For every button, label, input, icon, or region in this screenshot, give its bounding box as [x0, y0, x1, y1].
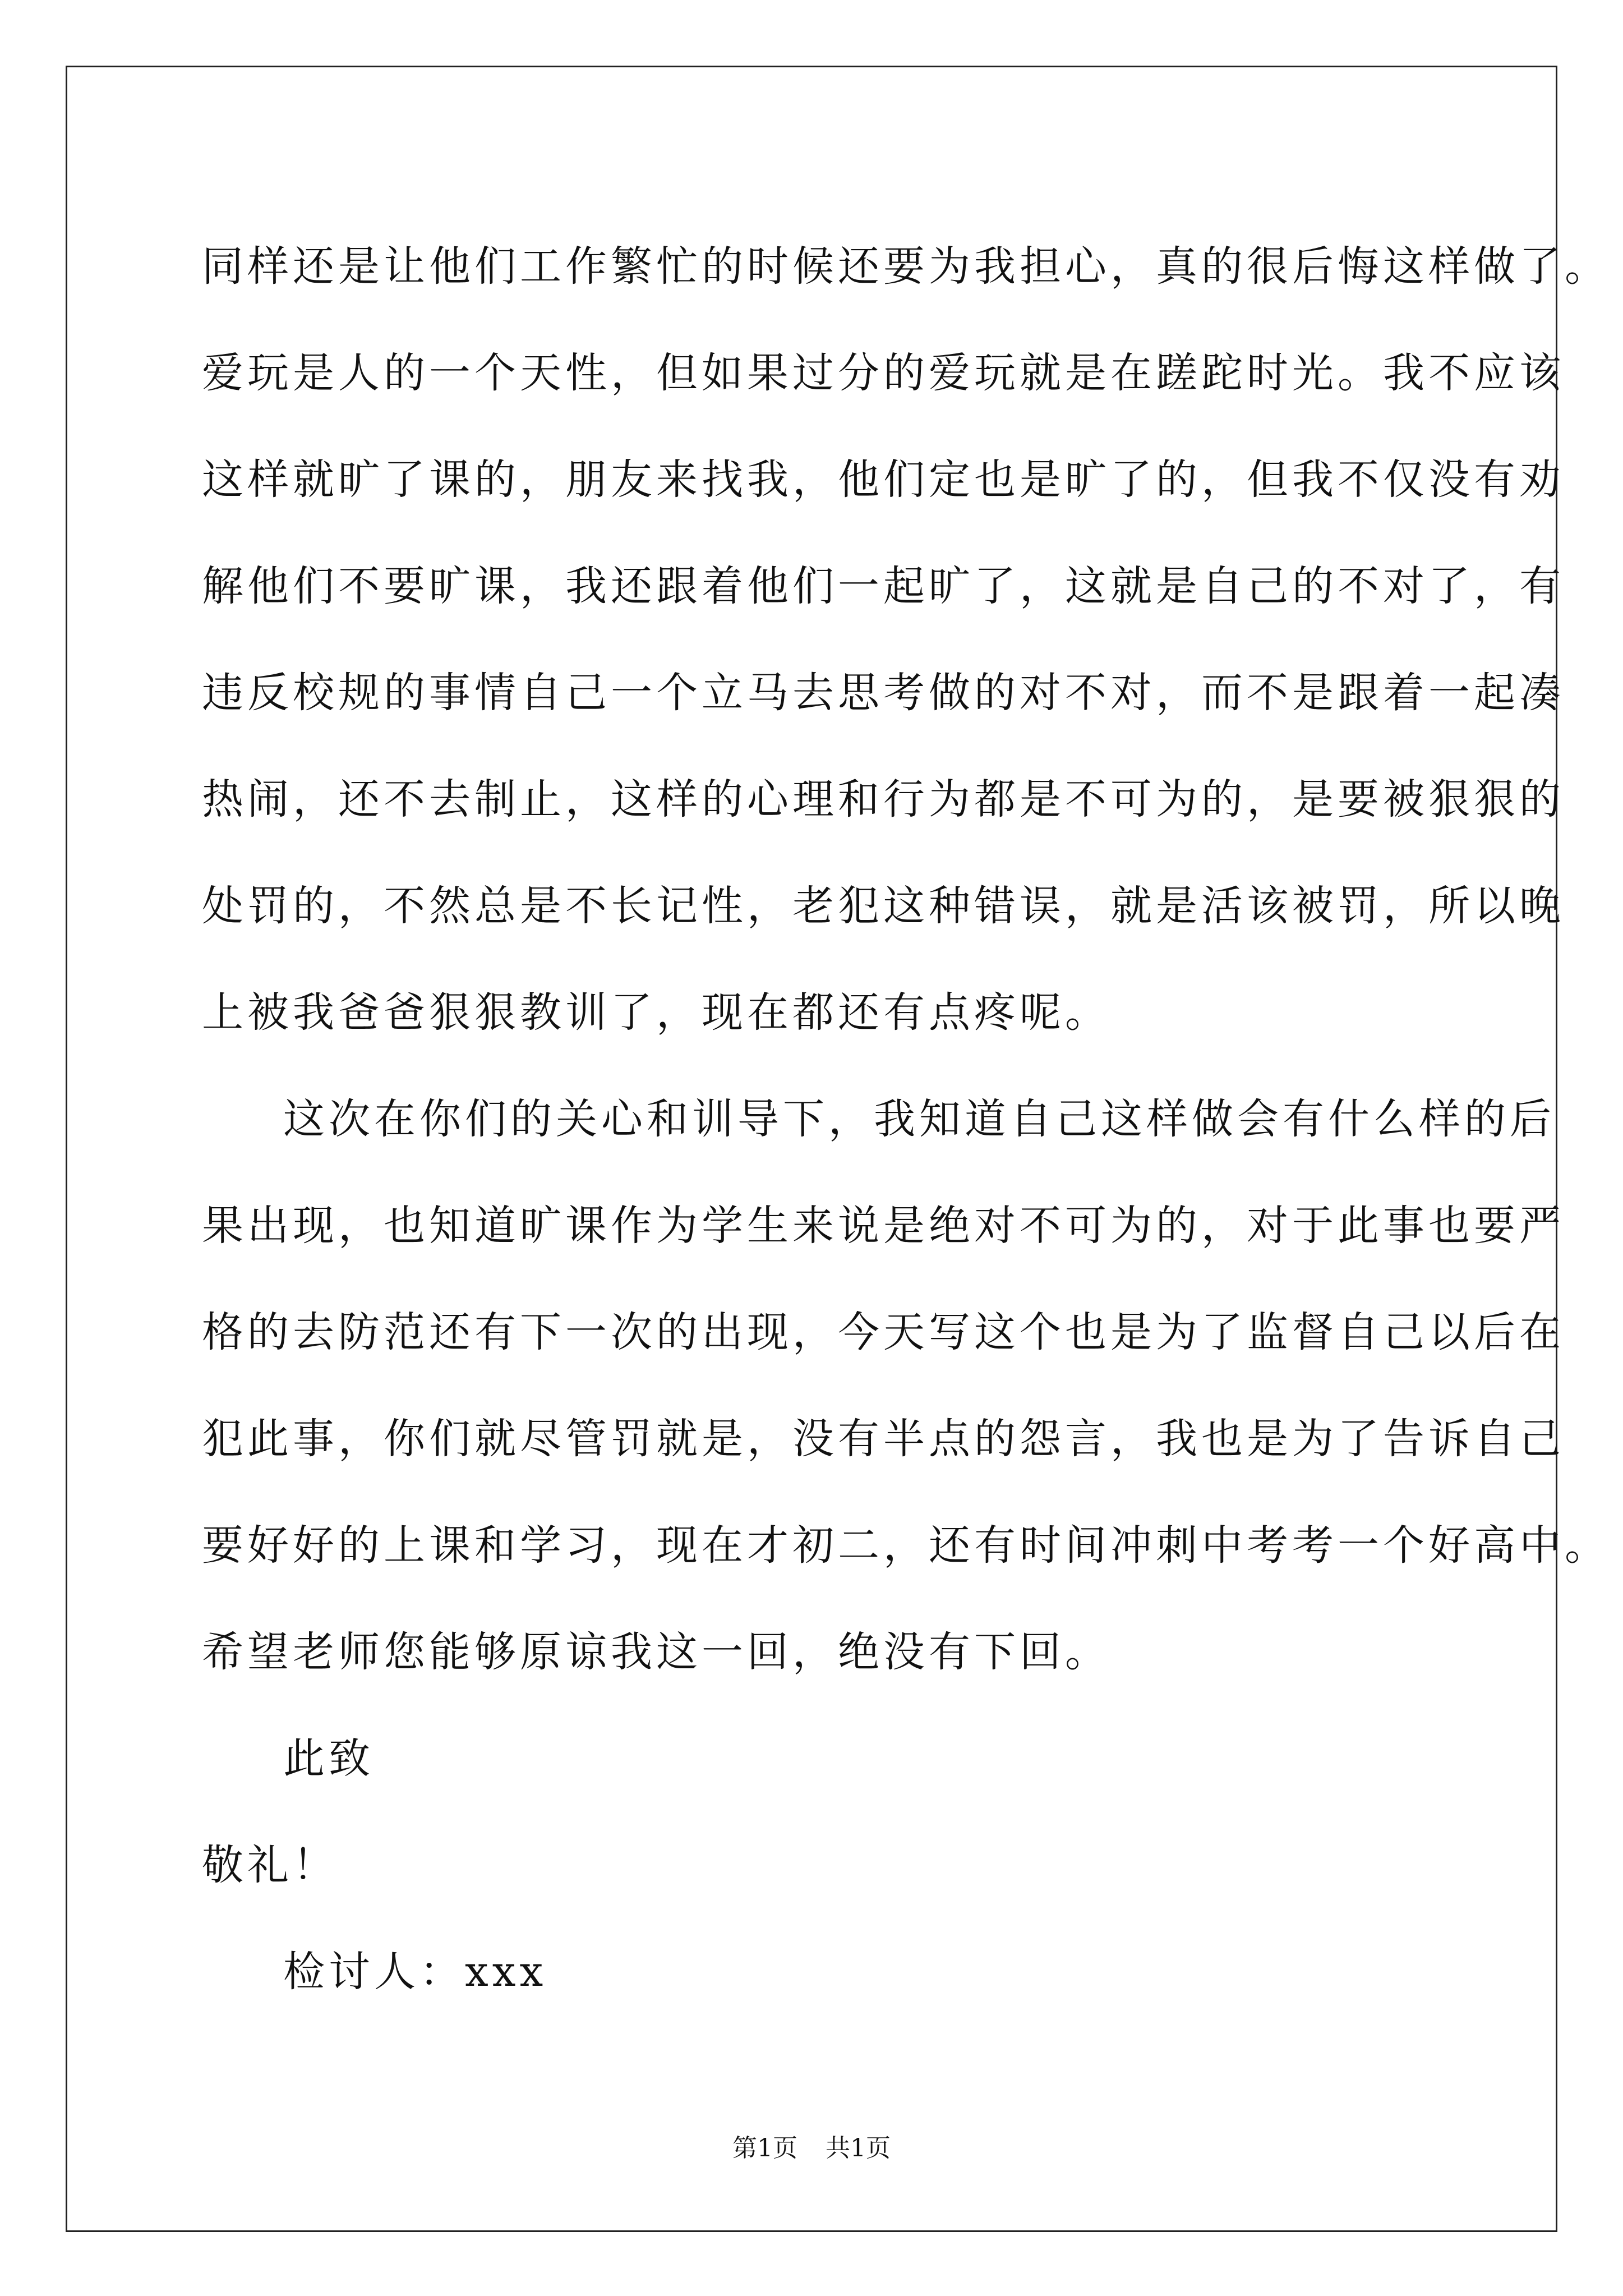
text-line: 这次在你们的关心和训导下，我知道自己这样做会有什么样的后 [283, 1095, 1555, 1143]
current-page-number: 第1页 [732, 2134, 797, 2162]
text-line: 果出现，也知道旷课作为学生来说是绝对不可为的，对于此事也要严 [202, 1202, 1565, 1250]
closing-line: 此致 [283, 1734, 374, 1783]
text-line: 违反校规的事情自己一个立马去思考做的对不对，而不是跟着一起凑 [202, 669, 1565, 717]
text-line: 热闹，还不去制止，这样的心理和行为都是不可为的，是要被狠狠的 [202, 775, 1565, 823]
text-line: 解他们不要旷课，我还跟着他们一起旷了，这就是自己的不对了，有 [202, 562, 1565, 610]
text-line: 格的去防范还有下一次的出现，今天写这个也是为了监督自己以后在 [202, 1308, 1565, 1356]
signer-label: 检讨人： [283, 1948, 465, 1996]
salutation-line: 敬礼！ [202, 1841, 338, 1889]
signer-name: xxx [465, 1948, 547, 1996]
text-line: 爱玩是人的一个天性，但如果过分的爱玩就是在蹉跎时光。我不应该 [202, 349, 1565, 397]
text-line: 要好好的上课和学习，现在才初二，还有时间冲刺中考考一个好高中。 [202, 1521, 1610, 1570]
text-line: 这样就旷了课的，朋友来找我，他们定也是旷了的，但我不仅没有劝 [202, 455, 1565, 504]
document-body [202, 213, 1610, 2025]
signer-line [202, 1918, 1481, 2025]
page-footer [0, 2132, 1623, 2165]
text-line: 处罚的，不然总是不长记性，老犯这种错误，就是活该被罚，所以晚 [202, 882, 1565, 930]
text-line: 犯此事，你们就尽管罚就是，没有半点的怨言，我也是为了告诉自己 [202, 1415, 1565, 1463]
text-line: 同样还是让他们工作繁忙的时候还要为我担心，真的很后悔这样做了。 [202, 242, 1610, 291]
total-page-count: 共1页 [826, 2134, 891, 2162]
text-line: 希望老师您能够原谅我这一回，绝没有下回。 [202, 1628, 1110, 1676]
text-line: 上被我爸爸狠狠教训了，现在都还有点疼呢。 [202, 988, 1110, 1037]
